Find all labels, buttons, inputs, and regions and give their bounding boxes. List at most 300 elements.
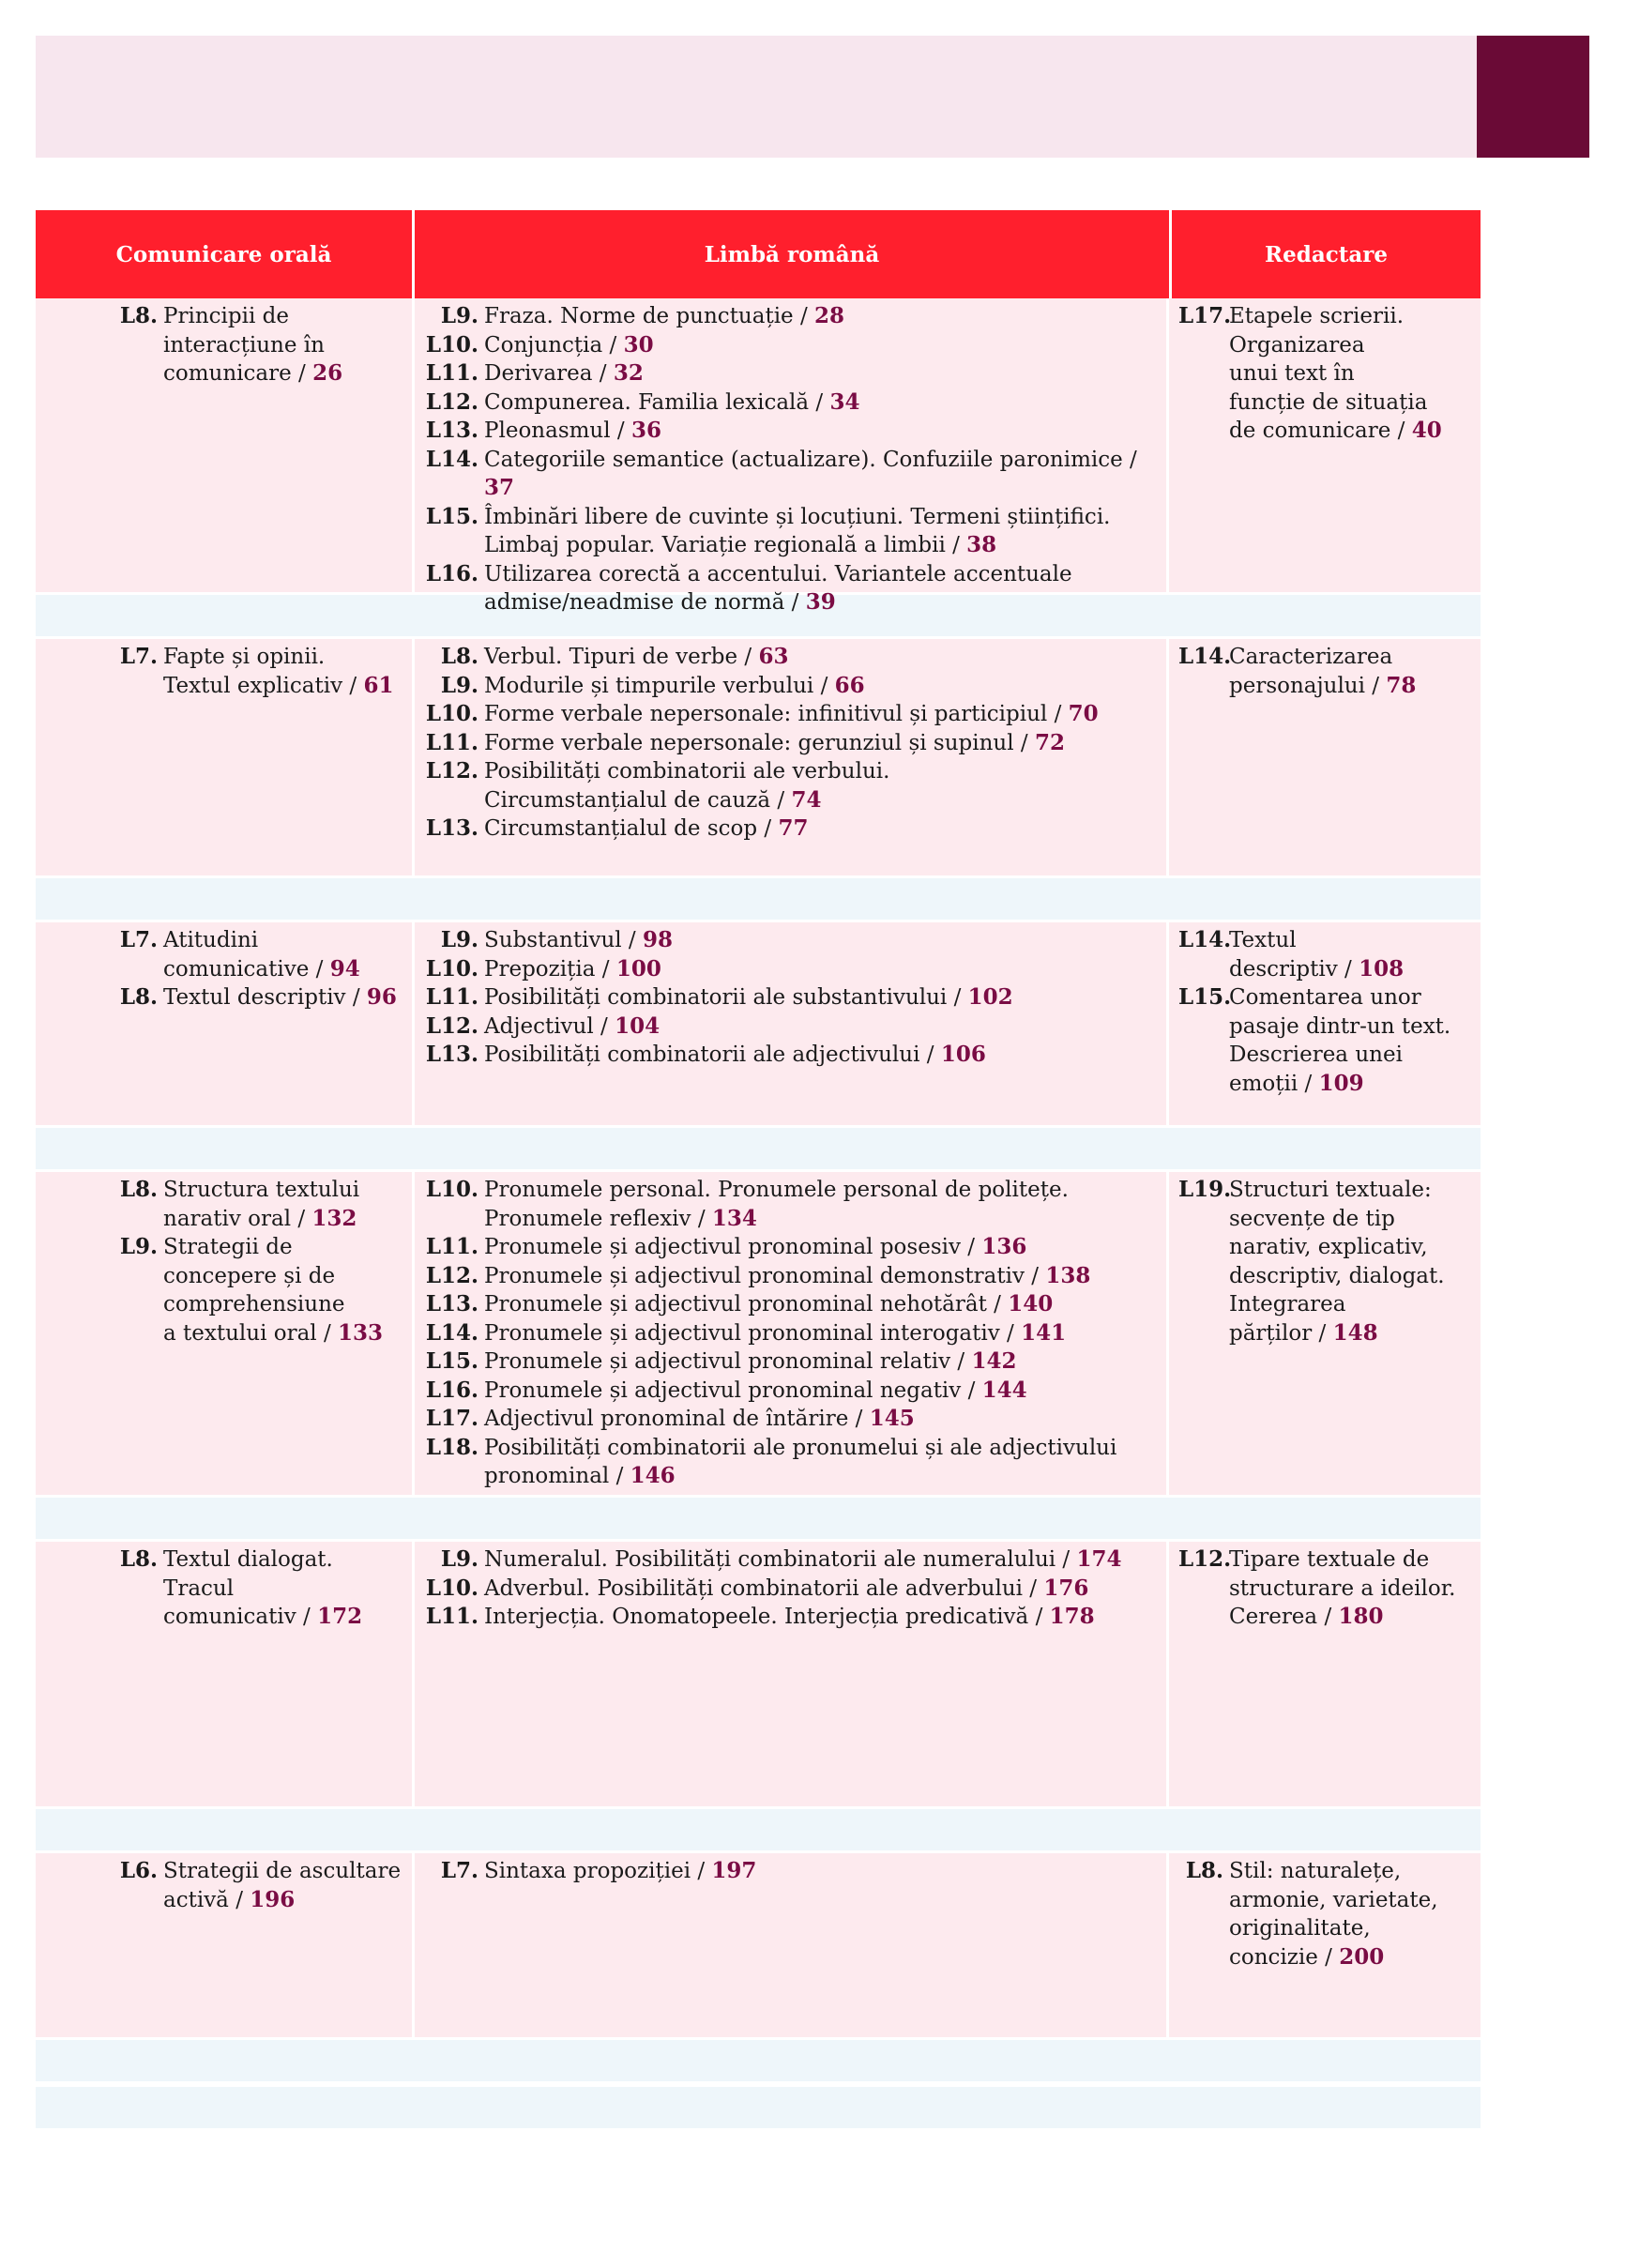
lesson-title-text: Textul explicativ / — [163, 673, 364, 698]
lesson-title-text: Integrarea — [1229, 1292, 1346, 1317]
page-number: 38 — [966, 532, 997, 557]
lesson-number: L12. — [425, 758, 478, 784]
lesson-title-line — [1229, 1545, 1466, 1575]
lesson-title-line — [1229, 926, 1466, 955]
lesson-title-line — [484, 1405, 1157, 1434]
lesson-title — [484, 814, 1157, 844]
lesson-title-line — [163, 926, 402, 955]
lesson-number: L12. — [425, 1012, 478, 1039]
lesson-number: L18. — [425, 1434, 478, 1460]
lesson-entry[interactable] — [424, 446, 1157, 503]
lesson-number: L13. — [425, 815, 478, 841]
lesson-title-line — [1229, 1943, 1466, 1972]
lesson-title-line — [484, 1434, 1157, 1463]
unit-separator — [36, 875, 1481, 922]
lesson-entry[interactable] — [424, 417, 1157, 446]
lesson-title-text: Structura textului — [163, 1178, 360, 1202]
page-number: 142 — [971, 1348, 1017, 1374]
lesson-title-line — [1229, 1012, 1466, 1042]
page-number: 74 — [791, 786, 822, 813]
lesson-title-line — [484, 1575, 1157, 1604]
table-row — [36, 1542, 1481, 1806]
lesson-entry[interactable] — [45, 1233, 402, 1347]
lesson-title-line — [1229, 1886, 1466, 1915]
lesson-title — [484, 388, 1157, 418]
lesson-number: L8. — [440, 644, 478, 669]
page-number: 148 — [1332, 1319, 1378, 1346]
lesson-number: L17. — [1178, 303, 1232, 328]
lesson-title — [163, 1176, 402, 1233]
lesson-title — [163, 1857, 402, 1914]
top-banner — [36, 36, 1477, 158]
lesson-title-text: a textului oral / — [163, 1320, 339, 1346]
cell-comunicare — [36, 1853, 412, 2037]
lesson-title-text: Adverbul. Posibilități combinatorii ale adverbului / — [484, 1575, 1044, 1601]
lesson-entry[interactable] — [45, 1857, 402, 1914]
page-number: 77 — [778, 815, 809, 841]
lesson-entry[interactable] — [1178, 302, 1466, 446]
lesson-number: L12. — [425, 388, 478, 415]
page-number: 200 — [1339, 1943, 1385, 1970]
header-comunicare: Comunicare orală — [115, 241, 332, 267]
lesson-title-text: comunicative / — [163, 956, 330, 982]
unit-separator — [36, 1495, 1481, 1542]
lesson-title — [1229, 302, 1466, 446]
table-row — [36, 639, 1481, 875]
lesson-title-line — [1229, 1262, 1466, 1291]
lesson-title-line — [484, 588, 1157, 617]
lesson-entry[interactable] — [424, 560, 1157, 617]
lesson-title-line — [484, 1012, 1157, 1042]
lesson-title-text: Pronumele și adjectivul pronominal relativ / — [484, 1349, 972, 1374]
lesson-title-line — [163, 331, 402, 360]
lesson-entry[interactable] — [424, 503, 1157, 560]
lesson-title-text: secvențe de tip — [1229, 1206, 1395, 1231]
lesson-title-text: Adjectivul pronominal de întărire / — [484, 1407, 870, 1431]
lesson-number: L7. — [119, 927, 158, 952]
cell-limba — [412, 298, 1166, 615]
lesson-title-line — [484, 672, 1157, 701]
lesson-title-line — [484, 359, 1157, 388]
lesson-title-line — [484, 1545, 1157, 1575]
cell-comunicare — [36, 922, 412, 1125]
lesson-title-text: structurare a ideilor. — [1229, 1575, 1456, 1601]
lesson-title-line — [484, 700, 1157, 729]
page-number: 176 — [1043, 1575, 1089, 1601]
lesson-title-line — [484, 503, 1157, 532]
page-number: 100 — [615, 955, 661, 982]
lesson-title — [1229, 1176, 1466, 1347]
lesson-title-text: comunicare / — [163, 361, 313, 386]
lesson-title-line — [1229, 331, 1466, 360]
lesson-entry[interactable] — [424, 926, 1157, 955]
lesson-title-text: Circumstanțialul de cauză / — [484, 787, 792, 813]
table-row — [36, 1853, 1481, 2037]
lesson-title — [484, 1233, 1157, 1262]
lesson-number: L10. — [425, 955, 478, 982]
lesson-title-line — [163, 1603, 402, 1632]
lesson-number: L12. — [1178, 1546, 1232, 1572]
lesson-title — [484, 757, 1157, 814]
lesson-title-line — [1229, 1914, 1466, 1943]
lesson-entry[interactable] — [424, 359, 1157, 388]
lesson-title-text: descriptiv / — [1229, 956, 1359, 982]
page-number: 178 — [1049, 1604, 1095, 1629]
lesson-number: L9. — [440, 303, 478, 328]
lesson-title-line — [163, 1319, 402, 1348]
page-number: 174 — [1076, 1546, 1122, 1572]
lesson-title-line — [484, 1462, 1157, 1491]
page-number: 132 — [311, 1205, 357, 1231]
lesson-entry[interactable] — [424, 1575, 1157, 1604]
page-number: 63 — [758, 644, 789, 669]
lesson-title-line — [163, 643, 402, 672]
lesson-entry[interactable] — [424, 757, 1157, 814]
lesson-title-line — [484, 1857, 1157, 1886]
lesson-title — [484, 1603, 1157, 1632]
lesson-entry[interactable] — [45, 926, 402, 983]
lesson-entry[interactable] — [424, 1041, 1157, 1070]
lesson-title — [484, 729, 1157, 758]
lesson-entry[interactable] — [424, 1233, 1157, 1262]
lesson-title-line — [484, 1041, 1157, 1070]
lesson-title-line — [484, 417, 1157, 446]
lesson-entry[interactable] — [424, 1603, 1157, 1632]
lesson-title — [484, 700, 1157, 729]
lesson-entry[interactable] — [424, 1262, 1157, 1291]
page-number: 96 — [366, 984, 397, 1010]
lesson-title — [484, 1347, 1157, 1377]
corner-block — [1477, 36, 1589, 158]
lesson-entry[interactable] — [45, 1545, 402, 1632]
cell-limba — [412, 1172, 1166, 1495]
lesson-title-text: Stil: naturalețe, — [1229, 1859, 1402, 1883]
lesson-title — [163, 302, 402, 388]
lesson-title-text: comunicativ / — [163, 1605, 318, 1629]
page-number: 37 — [484, 475, 515, 500]
lesson-title-line — [1229, 672, 1466, 701]
lesson-entry[interactable] — [424, 672, 1157, 701]
lesson-title-line — [1229, 1575, 1466, 1604]
lesson-number: L9. — [440, 1546, 478, 1572]
lesson-title-text: Utilizarea corectă a accentului. Variantele accentuale — [484, 561, 1072, 586]
lesson-title-text: Îmbinări libere de cuvinte și locuțiuni. Termeni științifici. — [484, 504, 1111, 529]
lesson-title — [484, 302, 1157, 331]
page-number: 102 — [967, 984, 1013, 1010]
lesson-title — [1229, 983, 1466, 1098]
page-number: 61 — [363, 672, 394, 698]
lesson-number: L8. — [119, 1546, 158, 1572]
lesson-title-text: concizie / — [1229, 1944, 1340, 1970]
lesson-title-text: armonie, varietate, — [1229, 1887, 1438, 1912]
cell-limba — [412, 922, 1166, 1125]
lesson-title-line — [1229, 1205, 1466, 1234]
lesson-number: L9. — [119, 1234, 158, 1259]
lesson-title-line — [484, 1205, 1157, 1234]
page-number: 197 — [711, 1858, 757, 1883]
lesson-entry[interactable] — [424, 1434, 1157, 1491]
lesson-number: L9. — [440, 927, 478, 952]
lesson-title-line — [484, 786, 1157, 815]
lesson-entry[interactable] — [45, 983, 402, 1012]
lesson-number: L12. — [425, 1262, 478, 1288]
lesson-title-text: Strategii de ascultare — [163, 1859, 402, 1883]
lesson-title-text: Posibilități combinatorii ale substantivului / — [484, 985, 968, 1010]
lesson-title-line — [484, 446, 1157, 503]
lesson-title-text: Cererea / — [1229, 1605, 1339, 1629]
lesson-title-line — [484, 757, 1157, 786]
page-number: 136 — [981, 1234, 1027, 1259]
lesson-entry[interactable] — [45, 643, 402, 700]
unit-separator — [36, 1125, 1481, 1172]
lesson-title-text: descriptiv, dialogat. — [1229, 1263, 1445, 1288]
table-row — [36, 298, 1481, 615]
lesson-title-line — [484, 1262, 1157, 1291]
lesson-title-line — [1229, 302, 1466, 331]
lesson-number: L11. — [425, 360, 478, 386]
lesson-title-text: narativ, explicativ, — [1229, 1235, 1428, 1259]
unit-separator — [36, 1806, 1481, 1853]
page-number: 36 — [630, 418, 661, 443]
lesson-entry[interactable] — [424, 1290, 1157, 1319]
lesson-number: L15. — [425, 503, 478, 529]
lesson-title-line — [1229, 417, 1466, 446]
lesson-title-text: unui text în — [1229, 361, 1355, 386]
lesson-title-text: pronominal / — [484, 1464, 630, 1488]
lesson-title-line — [1229, 643, 1466, 672]
lesson-title-line — [163, 1262, 402, 1291]
page-number: 28 — [814, 303, 845, 328]
lesson-title-text: Forme verbale nepersonale: gerunziul și supinul / — [484, 730, 1035, 755]
lesson-entry[interactable] — [1178, 643, 1466, 700]
lesson-number: L16. — [425, 1377, 478, 1403]
lesson-title-text: pasaje dintr-un text. — [1229, 1013, 1451, 1039]
lesson-number: L7. — [440, 1858, 478, 1883]
lesson-entry[interactable] — [424, 643, 1157, 672]
lesson-title-text: Pronumele și adjectivul pronominal interogativ / — [484, 1320, 1022, 1346]
lesson-title — [484, 926, 1157, 955]
lesson-title-line — [1229, 1603, 1466, 1632]
lesson-entry[interactable] — [424, 331, 1157, 360]
lesson-title-text: Strategii de — [163, 1235, 293, 1259]
lesson-number: L9. — [440, 672, 478, 698]
lesson-title-text: Pronumele și adjectivul pronominal posesiv / — [484, 1235, 982, 1259]
page-number: 104 — [615, 1012, 661, 1039]
lesson-title-line — [1229, 983, 1466, 1012]
lesson-title-line — [163, 1176, 402, 1205]
lesson-title-text: Numeralul. Posibilități combinatorii ale numeralului / — [484, 1547, 1077, 1572]
lesson-title-line — [484, 1603, 1157, 1632]
lesson-entry[interactable] — [1178, 926, 1466, 983]
lesson-title-text: Textul descriptiv / — [163, 985, 367, 1010]
lesson-title — [484, 503, 1157, 560]
lesson-number: L8. — [119, 1177, 158, 1202]
lesson-title — [1229, 1857, 1466, 1971]
lesson-title — [163, 1233, 402, 1347]
lesson-title — [163, 926, 402, 983]
page-number: 138 — [1045, 1262, 1091, 1288]
lesson-title-text: funcție de situația — [1229, 389, 1428, 415]
lesson-entry[interactable] — [424, 388, 1157, 418]
lesson-title-line — [484, 560, 1157, 589]
page-number: 145 — [869, 1406, 915, 1431]
lesson-title-text: Categoriile semantice (actualizare). Confuziile paronimice / — [484, 447, 1137, 472]
lesson-entry[interactable] — [1178, 1545, 1466, 1632]
lesson-title — [484, 446, 1157, 503]
page-number: 109 — [1318, 1070, 1364, 1096]
page-number: 70 — [1068, 701, 1099, 726]
lesson-title-text: Textul — [1229, 928, 1297, 952]
lesson-number: L14. — [425, 1319, 478, 1346]
lesson-number: L16. — [425, 560, 478, 586]
lesson-title — [484, 1377, 1157, 1406]
lesson-entry[interactable] — [424, 955, 1157, 984]
lesson-number: L15. — [1178, 984, 1232, 1010]
table-header — [36, 210, 1481, 298]
lesson-title-line — [1229, 1319, 1466, 1348]
page-number: 30 — [623, 331, 654, 358]
lesson-title-text: Caracterizarea — [1229, 645, 1393, 669]
lesson-title-text: narativ oral / — [163, 1206, 312, 1231]
lesson-title-text: comprehensiune — [163, 1292, 345, 1317]
page-number: 144 — [981, 1377, 1027, 1403]
lesson-title-line — [163, 955, 402, 984]
lesson-title-line — [484, 1290, 1157, 1319]
lesson-title-line — [1229, 1857, 1466, 1886]
lesson-title-text: Adjectivul / — [484, 1013, 615, 1039]
lesson-entry[interactable] — [424, 1347, 1157, 1377]
lesson-entry[interactable] — [1178, 983, 1466, 1098]
lesson-number: L10. — [425, 1575, 478, 1601]
lesson-entry[interactable] — [424, 1377, 1157, 1406]
lesson-title-line — [163, 1290, 402, 1319]
lesson-entry[interactable] — [424, 1012, 1157, 1042]
lesson-title-text: Posibilități combinatorii ale adjectivului / — [484, 1043, 941, 1067]
unit-separator — [36, 2084, 1481, 2131]
cell-limba — [412, 639, 1166, 875]
lesson-entry[interactable] — [45, 302, 402, 388]
lesson-entry[interactable] — [45, 1176, 402, 1233]
lesson-title-text: originalitate, — [1229, 1916, 1371, 1941]
lesson-entry[interactable] — [424, 302, 1157, 331]
lesson-entry[interactable] — [424, 1857, 1157, 1886]
lesson-number: L11. — [425, 1234, 478, 1259]
lesson-title-text: Pronumele și adjectivul pronominal demonstrativ / — [484, 1263, 1046, 1288]
cell-limba — [412, 1542, 1166, 1806]
lesson-title-line — [163, 1545, 402, 1603]
lesson-title — [163, 983, 402, 1012]
lesson-number: L10. — [425, 701, 478, 726]
lesson-entry[interactable] — [424, 729, 1157, 758]
lesson-entry[interactable] — [424, 700, 1157, 729]
lesson-title-line — [1229, 388, 1466, 418]
page-number: 172 — [317, 1604, 363, 1629]
lesson-title-line — [484, 814, 1157, 844]
lesson-entry[interactable] — [424, 814, 1157, 844]
lesson-title — [484, 1405, 1157, 1434]
lesson-title-line — [163, 1233, 402, 1262]
lesson-title-line — [163, 302, 402, 331]
lesson-title — [484, 672, 1157, 701]
lesson-entry[interactable] — [424, 1319, 1157, 1348]
lesson-title-line — [1229, 1290, 1466, 1319]
lesson-title-line — [484, 1319, 1157, 1348]
lesson-title-text: de comunicare / — [1229, 419, 1412, 443]
cell-redactare — [1166, 1172, 1475, 1495]
lesson-title-line — [163, 983, 402, 1012]
page-number: 40 — [1411, 418, 1442, 443]
lesson-title-line — [484, 531, 1157, 560]
cell-redactare — [1166, 1853, 1475, 2037]
lesson-title-text: Tipare textuale de — [1229, 1547, 1430, 1572]
page-number: 39 — [805, 589, 836, 615]
lesson-number: L13. — [425, 1291, 478, 1317]
cell-redactare — [1166, 639, 1475, 875]
lesson-title-text: Fapte și opinii. — [163, 645, 326, 669]
lesson-entry[interactable] — [1178, 1857, 1466, 1971]
lesson-title-text: Derivarea / — [484, 361, 614, 386]
lesson-title-text: Verbul. Tipuri de verbe / — [484, 645, 759, 669]
lesson-title-line — [1229, 359, 1466, 388]
lesson-title — [484, 417, 1157, 446]
lesson-title-line — [484, 331, 1157, 360]
page-number: 140 — [1008, 1291, 1054, 1317]
lesson-title-line — [484, 926, 1157, 955]
lesson-title-text: Interjecția. Onomatopeele. Interjecția predicativă / — [484, 1605, 1050, 1629]
lesson-title-line — [484, 643, 1157, 672]
lesson-title — [484, 1545, 1157, 1575]
lesson-title-text: Sintaxa propoziției / — [484, 1859, 712, 1883]
page-number: 196 — [250, 1886, 296, 1912]
table-row — [36, 922, 1481, 1125]
lesson-title — [1229, 643, 1466, 700]
lesson-title — [163, 643, 402, 700]
page-number: 78 — [1386, 672, 1417, 698]
lesson-number: L15. — [425, 1348, 478, 1374]
lesson-title — [484, 955, 1157, 984]
lesson-number: L7. — [119, 644, 158, 669]
lesson-title-line — [163, 1857, 402, 1886]
lesson-title-line — [484, 302, 1157, 331]
lesson-title-text: Substantivul / — [484, 928, 643, 952]
cell-comunicare — [36, 1172, 412, 1495]
lesson-title-text: Descrierea unei — [1229, 1043, 1403, 1067]
lesson-entry[interactable] — [424, 1176, 1157, 1233]
lesson-entry[interactable] — [424, 1545, 1157, 1575]
lesson-entry[interactable] — [1178, 1176, 1466, 1347]
lesson-entry[interactable] — [424, 1405, 1157, 1434]
lesson-title — [484, 1012, 1157, 1042]
lesson-title-line — [484, 955, 1157, 984]
lesson-title-text: Pronumele și adjectivul pronominal nehotărât / — [484, 1292, 1009, 1317]
page-number: 134 — [711, 1205, 757, 1231]
page-number: 180 — [1338, 1604, 1384, 1629]
lesson-title-text: Modurile și timpurile verbului / — [484, 673, 835, 698]
lesson-title-text: Posibilități combinatorii ale verbului. — [484, 759, 890, 784]
page-number: 66 — [834, 672, 865, 698]
lesson-title-line — [1229, 1070, 1466, 1099]
lesson-title-line — [484, 983, 1157, 1012]
lesson-title — [484, 983, 1157, 1012]
page-number: 108 — [1359, 955, 1405, 982]
lesson-number: L10. — [425, 1177, 478, 1202]
lesson-number: L14. — [1178, 927, 1232, 952]
page-number: 72 — [1034, 729, 1065, 755]
page-number: 98 — [643, 927, 674, 952]
lesson-entry[interactable] — [424, 983, 1157, 1012]
lesson-title — [484, 1176, 1157, 1233]
lesson-title-text: Fraza. Norme de punctuație / — [484, 304, 815, 328]
